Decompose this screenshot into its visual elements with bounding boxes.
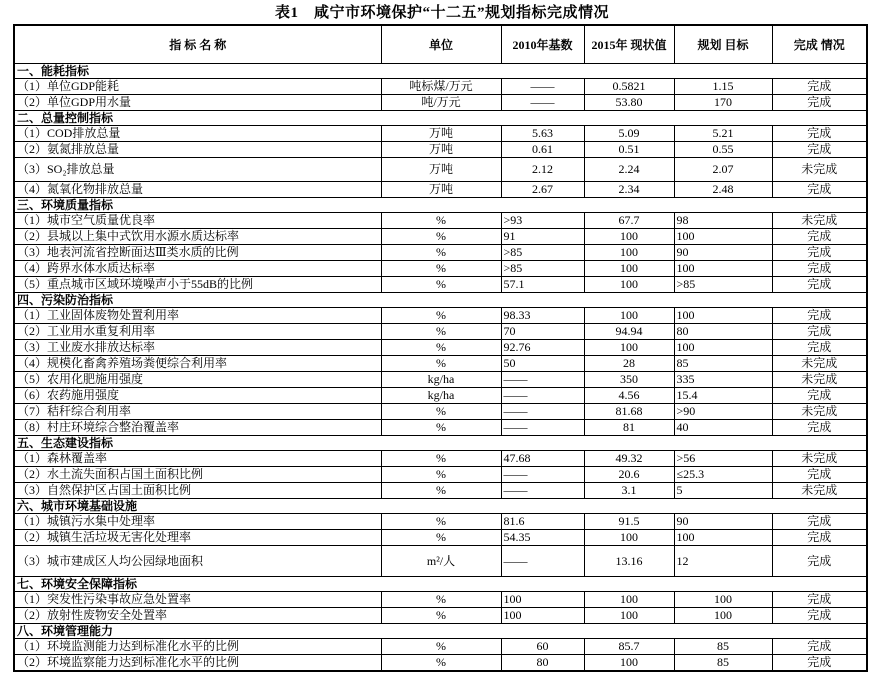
status-cell: 未完成 <box>772 372 867 388</box>
indicator-row <box>14 277 867 293</box>
col-completion: 完成 情况 <box>772 25 867 64</box>
target-cell: 1.15 <box>674 79 772 95</box>
base-2010-cell: >85 <box>501 261 584 277</box>
current-2015-cell: 100 <box>584 308 674 324</box>
indicator-row <box>14 655 867 672</box>
indicator-row <box>14 245 867 261</box>
target-cell: 100 <box>674 340 772 356</box>
indicator-name-cell: （2）环境监察能力达到标准化水平的比例 <box>14 655 381 672</box>
status-cell: 完成 <box>772 340 867 356</box>
indicator-name-cell: （4）跨界水体水质达标率 <box>14 261 381 277</box>
base-2010-cell: —— <box>501 372 584 388</box>
target-cell: 98 <box>674 213 772 229</box>
base-2010-cell: 98.33 <box>501 308 584 324</box>
indicator-row <box>14 158 867 182</box>
indicator-row <box>14 229 867 245</box>
base-2010-cell: 81.6 <box>501 514 584 530</box>
unit-cell: % <box>381 404 501 420</box>
indicator-row <box>14 142 867 158</box>
target-cell: 15.4 <box>674 388 772 404</box>
current-2015-cell: 350 <box>584 372 674 388</box>
section-title: 三、环境质量指标 <box>14 198 867 213</box>
current-2015-cell: 0.51 <box>584 142 674 158</box>
section-title: 二、总量控制指标 <box>14 111 867 126</box>
status-cell: 未完成 <box>772 451 867 467</box>
unit-cell: 吨标煤/万元 <box>381 79 501 95</box>
status-cell: 完成 <box>772 639 867 655</box>
target-cell: >90 <box>674 404 772 420</box>
col-indicator-name: 指 标 名 称 <box>14 25 381 64</box>
base-2010-cell: —— <box>501 420 584 436</box>
target-cell: >85 <box>674 277 772 293</box>
current-2015-cell: 100 <box>584 530 674 546</box>
indicator-name-cell: （1）单位GDP能耗 <box>14 79 381 95</box>
base-2010-cell: 5.63 <box>501 126 584 142</box>
unit-cell: % <box>381 420 501 436</box>
indicator-name-cell: （2）城镇生活垃圾无害化处理率 <box>14 530 381 546</box>
unit-cell: % <box>381 229 501 245</box>
section-title: 五、生态建设指标 <box>14 436 867 451</box>
indicator-name-cell: （3）城市建成区人均公园绿地面积 <box>14 546 381 577</box>
unit-cell: % <box>381 451 501 467</box>
indicator-name-cell: （2）单位GDP用水量 <box>14 95 381 111</box>
status-cell: 完成 <box>772 514 867 530</box>
target-cell: 40 <box>674 420 772 436</box>
status-cell: 完成 <box>772 467 867 483</box>
base-2010-cell: 70 <box>501 324 584 340</box>
indicator-name-cell: （2）氨氮排放总量 <box>14 142 381 158</box>
target-cell: 2.07 <box>674 158 772 182</box>
target-cell: 85 <box>674 356 772 372</box>
indicator-name-cell: （1）城镇污水集中处理率 <box>14 514 381 530</box>
target-cell: 5.21 <box>674 126 772 142</box>
indicator-name-cell: （3）地表河流省控断面达Ⅲ类水质的比例 <box>14 245 381 261</box>
current-2015-cell: 4.56 <box>584 388 674 404</box>
unit-cell: kg/ha <box>381 372 501 388</box>
section-row <box>14 293 867 308</box>
indicator-row <box>14 308 867 324</box>
indicator-name-cell: （2）放射性废物安全处置率 <box>14 608 381 624</box>
indicator-name-cell: （3）工业废水排放达标率 <box>14 340 381 356</box>
base-2010-cell: 80 <box>501 655 584 672</box>
status-cell: 完成 <box>772 182 867 198</box>
current-2015-cell: 2.34 <box>584 182 674 198</box>
current-2015-cell: 91.5 <box>584 514 674 530</box>
indicator-name-cell: （1）城市空气质量优良率 <box>14 213 381 229</box>
base-2010-cell: 50 <box>501 356 584 372</box>
section-title: 四、污染防治指标 <box>14 293 867 308</box>
current-2015-cell: 94.94 <box>584 324 674 340</box>
indicator-row <box>14 467 867 483</box>
current-2015-cell: 100 <box>584 340 674 356</box>
indicator-row <box>14 126 867 142</box>
current-2015-cell: 85.7 <box>584 639 674 655</box>
current-2015-cell: 81.68 <box>584 404 674 420</box>
status-cell: 完成 <box>772 229 867 245</box>
status-cell: 完成 <box>772 592 867 608</box>
target-cell: 2.48 <box>674 182 772 198</box>
target-cell: >56 <box>674 451 772 467</box>
current-2015-cell: 20.6 <box>584 467 674 483</box>
unit-cell: % <box>381 608 501 624</box>
status-cell: 完成 <box>772 420 867 436</box>
indicator-row <box>14 530 867 546</box>
status-cell: 完成 <box>772 126 867 142</box>
status-cell: 完成 <box>772 546 867 577</box>
target-cell: 100 <box>674 229 772 245</box>
unit-cell: % <box>381 308 501 324</box>
target-cell: 170 <box>674 95 772 111</box>
indicator-name-cell: （2）水土流失面积占国土面积比例 <box>14 467 381 483</box>
status-cell: 完成 <box>772 530 867 546</box>
target-cell: 80 <box>674 324 772 340</box>
indicator-name-cell: （7）秸秆综合利用率 <box>14 404 381 420</box>
target-cell: 100 <box>674 261 772 277</box>
indicator-row <box>14 483 867 499</box>
base-2010-cell: —— <box>501 546 584 577</box>
current-2015-cell: 100 <box>584 655 674 672</box>
base-2010-cell: 2.12 <box>501 158 584 182</box>
indicator-row <box>14 546 867 577</box>
base-2010-cell: 0.61 <box>501 142 584 158</box>
base-2010-cell: 2.67 <box>501 182 584 198</box>
current-2015-cell: 13.16 <box>584 546 674 577</box>
indicator-row <box>14 608 867 624</box>
unit-cell: 万吨 <box>381 126 501 142</box>
unit-cell: % <box>381 340 501 356</box>
section-row <box>14 577 867 592</box>
status-cell: 未完成 <box>772 356 867 372</box>
indicator-row <box>14 356 867 372</box>
status-cell: 完成 <box>772 324 867 340</box>
current-2015-cell: 53.80 <box>584 95 674 111</box>
base-2010-cell: >85 <box>501 245 584 261</box>
indicator-name-cell: （1）工业固体废物处置利用率 <box>14 308 381 324</box>
status-cell: 完成 <box>772 245 867 261</box>
section-row <box>14 198 867 213</box>
indicator-name-cell: （1）突发性污染事故应急处置率 <box>14 592 381 608</box>
indicator-name-cell: （1）COD排放总量 <box>14 126 381 142</box>
base-2010-cell: 92.76 <box>501 340 584 356</box>
base-2010-cell: 91 <box>501 229 584 245</box>
current-2015-cell: 81 <box>584 420 674 436</box>
status-cell: 未完成 <box>772 158 867 182</box>
status-cell: 完成 <box>772 277 867 293</box>
col-unit: 单位 <box>381 25 501 64</box>
base-2010-cell: 100 <box>501 608 584 624</box>
col-2010-base: 2010年基数 <box>501 25 584 64</box>
unit-cell: % <box>381 261 501 277</box>
base-2010-cell: 60 <box>501 639 584 655</box>
base-2010-cell: —— <box>501 95 584 111</box>
indicator-row <box>14 592 867 608</box>
indicator-row <box>14 639 867 655</box>
indicator-row <box>14 95 867 111</box>
table-title: 表1 咸宁市环境保护“十二五”规划指标完成情况 <box>274 5 609 21</box>
indicator-row <box>14 324 867 340</box>
current-2015-cell: 2.24 <box>584 158 674 182</box>
indicator-row <box>14 420 867 436</box>
indicator-name-cell: （3）自然保护区占国土面积比例 <box>14 483 381 499</box>
unit-cell: 万吨 <box>381 142 501 158</box>
section-row <box>14 624 867 639</box>
base-2010-cell: 57.1 <box>501 277 584 293</box>
unit-cell: m²/人 <box>381 546 501 577</box>
section-row <box>14 499 867 514</box>
target-cell: 335 <box>674 372 772 388</box>
indicator-name-cell: （8）村庄环境综合整治覆盖率 <box>14 420 381 436</box>
indicator-row <box>14 388 867 404</box>
unit-cell: % <box>381 324 501 340</box>
current-2015-cell: 67.7 <box>584 213 674 229</box>
status-cell: 完成 <box>772 655 867 672</box>
unit-cell: 吨/万元 <box>381 95 501 111</box>
current-2015-cell: 100 <box>584 608 674 624</box>
unit-cell: 万吨 <box>381 158 501 182</box>
status-cell: 未完成 <box>772 483 867 499</box>
status-cell: 未完成 <box>772 404 867 420</box>
base-2010-cell: 100 <box>501 592 584 608</box>
indicator-name-cell: （2）工业用水重复利用率 <box>14 324 381 340</box>
indicator-row <box>14 340 867 356</box>
target-cell: 85 <box>674 655 772 672</box>
unit-cell: % <box>381 356 501 372</box>
base-2010-cell: —— <box>501 467 584 483</box>
target-cell: 100 <box>674 592 772 608</box>
section-title: 六、城市环境基础设施 <box>14 499 867 514</box>
status-cell: 完成 <box>772 142 867 158</box>
status-cell: 完成 <box>772 261 867 277</box>
target-cell: 100 <box>674 530 772 546</box>
unit-cell: % <box>381 483 501 499</box>
indicator-name-cell: （4）规模化畜禽养殖场粪便综合利用率 <box>14 356 381 372</box>
base-2010-cell: >93 <box>501 213 584 229</box>
unit-cell: % <box>381 245 501 261</box>
current-2015-cell: 100 <box>584 592 674 608</box>
indicator-name-cell: （5）农用化肥施用强度 <box>14 372 381 388</box>
base-2010-cell: —— <box>501 79 584 95</box>
base-2010-cell: —— <box>501 483 584 499</box>
unit-cell: kg/ha <box>381 388 501 404</box>
target-cell: 12 <box>674 546 772 577</box>
col-plan-target: 规划 目标 <box>674 25 772 64</box>
indicator-row <box>14 514 867 530</box>
indicator-row <box>14 261 867 277</box>
unit-cell: % <box>381 592 501 608</box>
unit-cell: % <box>381 213 501 229</box>
indicator-name-cell: （5）重点城市区域环境噪声小于55dB的比例 <box>14 277 381 293</box>
indicator-row <box>14 404 867 420</box>
current-2015-cell: 100 <box>584 277 674 293</box>
status-cell: 完成 <box>772 308 867 324</box>
indicator-name-cell: （1）森林覆盖率 <box>14 451 381 467</box>
base-2010-cell: —— <box>501 404 584 420</box>
status-cell: 完成 <box>772 95 867 111</box>
indicator-row <box>14 182 867 198</box>
section-title: 一、能耗指标 <box>14 64 867 79</box>
unit-cell: % <box>381 514 501 530</box>
status-cell: 完成 <box>772 388 867 404</box>
target-cell: ≤25.3 <box>674 467 772 483</box>
current-2015-cell: 100 <box>584 261 674 277</box>
base-2010-cell: —— <box>501 388 584 404</box>
current-2015-cell: 5.09 <box>584 126 674 142</box>
target-cell: 85 <box>674 639 772 655</box>
indicator-name-cell: （1）环境监测能力达到标准化水平的比例 <box>14 639 381 655</box>
indicator-row <box>14 451 867 467</box>
unit-cell: % <box>381 639 501 655</box>
section-row <box>14 64 867 79</box>
unit-cell: % <box>381 277 501 293</box>
section-row <box>14 111 867 126</box>
current-2015-cell: 100 <box>584 245 674 261</box>
section-title: 八、环境管理能力 <box>14 624 867 639</box>
target-cell: 0.55 <box>674 142 772 158</box>
section-row <box>14 436 867 451</box>
indicator-name-cell: （6）农药施用强度 <box>14 388 381 404</box>
table-header-row <box>14 25 867 64</box>
indicator-row <box>14 79 867 95</box>
indicator-name-cell: （2）县城以上集中式饮用水源水质达标率 <box>14 229 381 245</box>
current-2015-cell: 100 <box>584 229 674 245</box>
indicator-row <box>14 372 867 388</box>
unit-cell: % <box>381 655 501 672</box>
current-2015-cell: 0.5821 <box>584 79 674 95</box>
current-2015-cell: 28 <box>584 356 674 372</box>
unit-cell: 万吨 <box>381 182 501 198</box>
status-cell: 完成 <box>772 79 867 95</box>
unit-cell: % <box>381 530 501 546</box>
target-cell: 90 <box>674 245 772 261</box>
indicator-name-cell: （3）SO₂排放总量 <box>14 158 381 182</box>
target-cell: 100 <box>674 608 772 624</box>
status-cell: 完成 <box>772 608 867 624</box>
unit-cell: % <box>381 467 501 483</box>
target-cell: 100 <box>674 308 772 324</box>
indicator-name-cell: （4）氮氧化物排放总量 <box>14 182 381 198</box>
current-2015-cell: 49.32 <box>584 451 674 467</box>
indicator-completion-table <box>13 24 868 672</box>
target-cell: 5 <box>674 483 772 499</box>
current-2015-cell: 3.1 <box>584 483 674 499</box>
status-cell: 未完成 <box>772 213 867 229</box>
base-2010-cell: 47.68 <box>501 451 584 467</box>
target-cell: 90 <box>674 514 772 530</box>
indicator-row <box>14 213 867 229</box>
col-2015-current: 2015年 现状值 <box>584 25 674 64</box>
section-title: 七、环境安全保障指标 <box>14 577 867 592</box>
base-2010-cell: 54.35 <box>501 530 584 546</box>
